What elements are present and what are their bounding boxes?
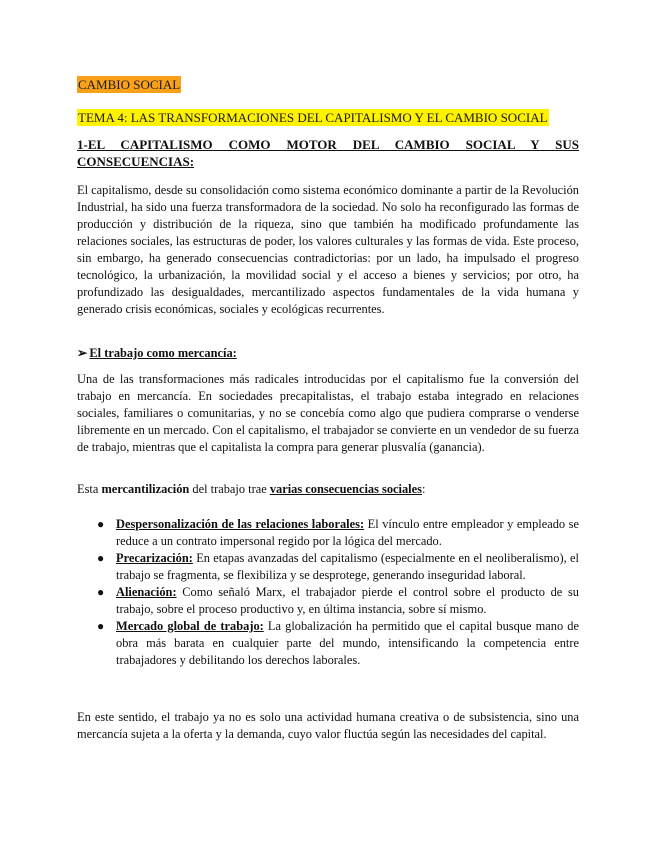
list-item-term: Despersonalización de las relaciones laborales: (116, 517, 365, 531)
list-item (77, 584, 579, 618)
labor-commodity-paragraph: Una de las transformaciones más radicales introducidas por el capitalismo fue la conversión del trabajo en mercancía. En sociedades precapitalistas, el trabajo estaba integrado en relaciones sociales, familiares o comunitarias, y no se concebía como algo que pudiera comprarse o venderse libremente en un mercado. Con el capitalismo, el trabajador se convierte en un vendedor de su fuerza de trabajo, mientras que el capitalista la compra para generar plusvalía (ganancia). (77, 372, 579, 454)
intro-paragraph: El capitalismo, desde su consolidación como sistema económico dominante a partir de la Revolución Industrial, ha sido una fuerza transformadora de la sociedad. No solo ha reconfigurado las formas de producción y distribución de la riqueza, sino que también ha modificado profundamente las relaciones sociales, las estructuras de poder, los valores culturales y las formas de vida. Este proceso, sin embargo, ha generado consecuencias contradictorias: por un lado, ha impulsado el progreso tecnológico, la urbanización, la movilidad social y el acceso a bienes y servicios; por otro, ha profundizado las desigualdades, mercantilizado aspectos fundamentales de la vida humana y generado crisis económicas, sociales y ecológicas recurrentes. (77, 183, 579, 316)
list-item (77, 618, 579, 669)
list-item (77, 516, 579, 550)
chapter-label (77, 76, 181, 93)
theme-label (77, 109, 549, 126)
subheading (77, 345, 237, 362)
list-item-text: La globalización ha permitido que el capital busque mano de obra más barata en cualquier parte del mundo, intensificando la competencia entre trabajadores y debilitando los derechos laborales. (116, 619, 580, 667)
section-heading-line2: CONSECUENCIAS: (77, 154, 195, 169)
list-item-term: Precarización: (116, 551, 193, 565)
theme-title: TEMA 4: LAS TRANSFORMACIONES DEL CAPITALISMO Y EL CAMBIO SOCIAL (78, 110, 548, 125)
consequences-mid: del trabajo trae (189, 482, 270, 496)
list-item-text: En etapas avanzadas del capitalismo (especialmente en el neoliberalismo), el trabajo se fragmenta, se flexibiliza y se desprotege, generando inseguridad laboral. (116, 551, 579, 582)
bullet-dot-icon: ● (97, 517, 105, 531)
consequences-post: : (421, 482, 426, 496)
bullet-dot-icon: ● (97, 551, 105, 565)
bullet-dot-icon: ● (97, 619, 105, 633)
chapter-title: CAMBIO SOCIAL (78, 77, 181, 92)
consequences-pre: Esta (77, 482, 102, 496)
list-item-text: El vínculo entre empleador y empleado se reduce a un contrato impersonal regido por la lógica del mercado. (116, 517, 579, 548)
section-heading-line1: 1-EL CAPITALISMO COMO MOTOR DEL CAMBIO SOCIAL Y SUS (77, 137, 579, 152)
arrow-bullet-icon: ➢ (77, 346, 88, 360)
subheading-text: El trabajo como mercancía: (89, 346, 237, 360)
list-item-text: Como señaló Marx, el trabajador pierde el control sobre el producto de su trabajo, sobre el proceso productivo y, en última instancia, sobre sí mismo. (116, 585, 579, 616)
consequences-intro (77, 481, 579, 498)
bullet-dot-icon: ● (97, 585, 105, 599)
consequences-list (77, 516, 579, 669)
list-item-term: Mercado global de trabajo: (116, 619, 264, 633)
consequences-bold-term: mercantilización (101, 482, 190, 496)
list-item (77, 550, 579, 584)
closing-paragraph: En este sentido, el trabajo ya no es solo una actividad humana creativa o de subsistencia, sino una mercancía sujeta a la oferta y la demanda, cuyo valor fluctúa según las necesidades del capital. (77, 710, 579, 741)
list-item-term: Alienación: (116, 585, 177, 599)
consequences-underlined: varias consecuencias sociales (269, 482, 422, 496)
